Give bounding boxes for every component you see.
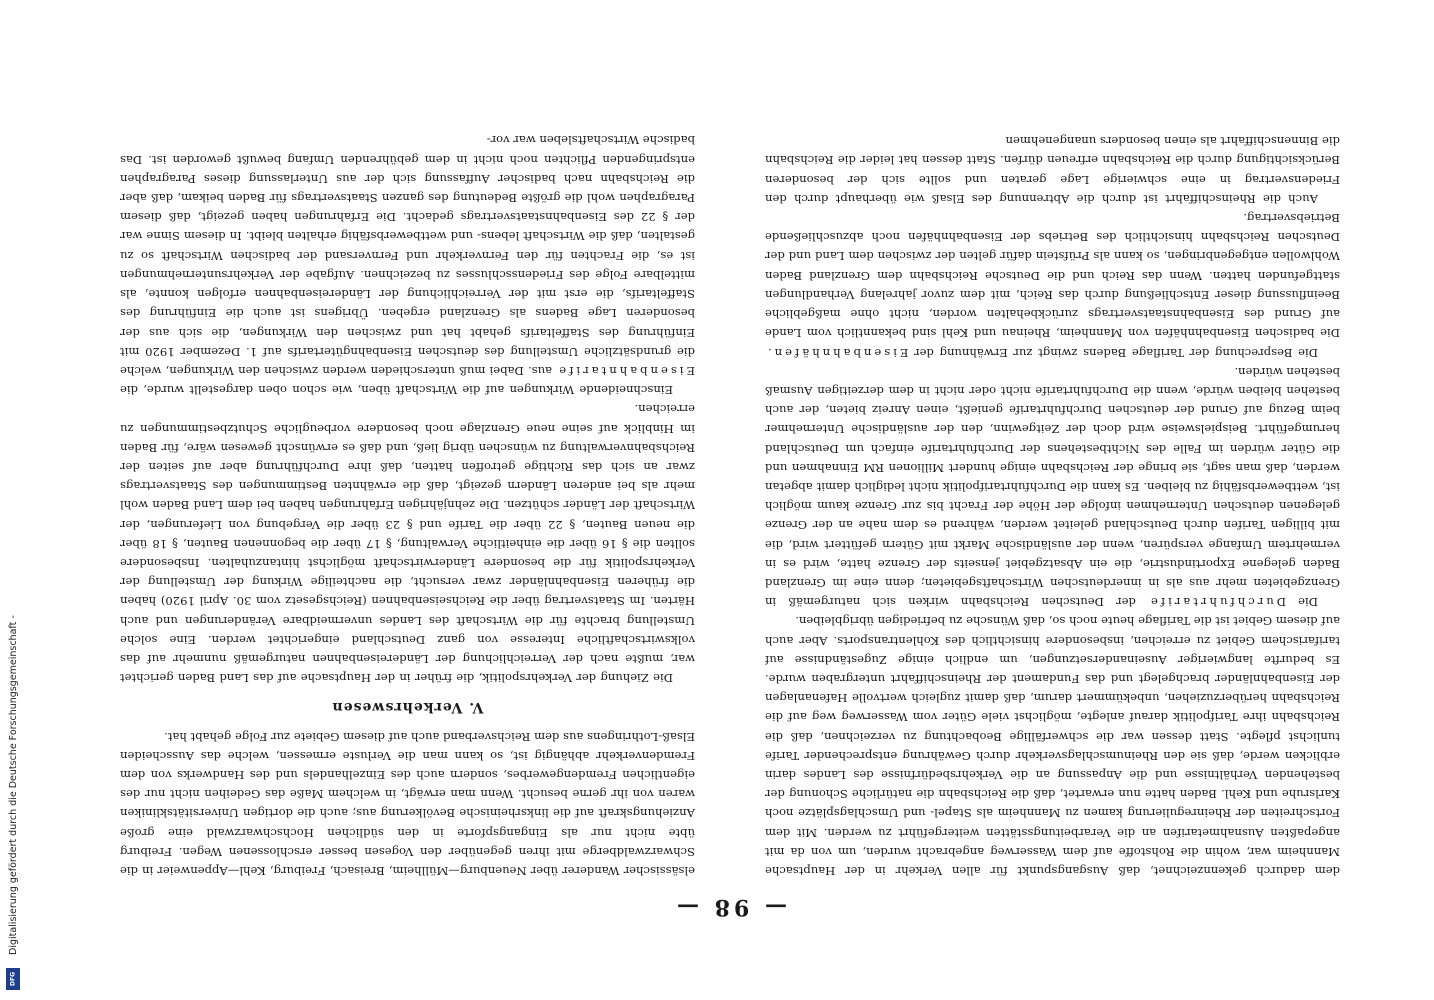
paragraph-lead: Einschneidende Wirkungen auf die Wirtschaft üben, wie schon oben dargestellt wurde, die <box>120 383 673 398</box>
paragraph: Die Ziehung der Verkehrspolitik, die früher in der Hauptsache auf das Land Baden gerichtet war, mußte nach der Verreichlichung der Ländereisenbahnen naturgemäß nunmehr auf das volkswirtschaftliche Interesse von ganz Deutschland eingerichtet werden. Eine solche Umstellung brachte für die Wirtschaft des Landes unvermeidbare Veränderungen und auch Härten. Im Staatsvertrag über die Reichseisenbahnen (Reichsgesetz vom 30. April 1920) haben die früheren Eisenbahnländer zwar versucht, die nachteilige Wirkung der Umstellung der Verkehrspolitik für die besondere Länderwirtschaft möglichst hintanzuhalten. Insbesondere sollten die § 16 über die einheitliche Verwaltung, § 17 über die begonnenen Bauten, § 18 über die neuen Bauten, § 22 über die Tarife und § 23 über die Vergebung von Lieferungen, der Wirtschaft der Länder schützen. Die zehnjährigen Erfahrungen haben bei dem Land Baden wohl mehr als bei anderen Ländern gezeigt, daß die erwähnten Bestimmungen des Staatsvertrags zwar an sich das Richtige getroffen hatten, daß ihre Durchführung aber auf seiten der Reichsbahnverwaltung zu wünschen übrig ließ, und daß es erwünscht gewesen wäre, für Baden im Hinblick auf seine neue Grenzlage noch besondere vorbeugliche Schutzbestimmungen zu erreichen. <box>120 402 695 686</box>
paragraph: Auch die Rheinschiffahrt ist durch die Abtrennung des Elsaß wie überhaupt durch den Friedensvertrag in eine schwierige Lage geraten und sollte sich der besonderen Berücksichtigung durch die Reichsbahn erfreuen dürfen. Statt dessen hat leider die Reichsbahn die Binnenschiffahrt als einen besonders unangenehmen <box>765 134 1340 206</box>
emphasized-term: Eisenbahnhäfen. <box>765 345 909 360</box>
rotated-document-page <box>120 80 1340 920</box>
right-text-column <box>120 90 695 880</box>
section-heading: V. Verkehrswesen <box>331 699 484 716</box>
dfg-logo-icon: DFG <box>6 968 20 990</box>
page-number: — 98 — <box>673 894 787 920</box>
paragraph <box>765 208 1340 362</box>
paragraph <box>120 130 695 399</box>
emphasized-term: Eisenbahntarife <box>556 363 695 378</box>
footer-credit: Digitalisierung gefördert durch die Deutsche Forschungsgemeinschaft - <box>8 615 19 955</box>
paragraph: dem dadurch gekennzeichnet, daß Ausgangspunkt für allen Verkehr in der Hauptsache Mannheim war, wohin die Rohstoffe auf dem Wasserweg angebracht wurden, um von da mit angepaßten Ausnahmetarifen an die Verarbeitungsstätten weitergeführt zu werden. Mit dem Fortschreiten der Rheinregulierung kamen zu Mannheim als Stapel- und Umschlagsplätze noch Karlsruhe und Kehl. Baden hatte nun erwartet, daß die Reichsbahn die natürliche Schonung der bestehenden Verhältnisse und die Anpassung an die Verkehrsbedürfnisse des Landes darin erblicken werde, daß sie den Rheinumschlagsverkehr durch Gewährung entsprechender Tarife tunlichst pflegte. Statt dessen war die schwerfällige Beobachtung zu verzeichnen, daß die Reichsbahn ihre Tarifpolitik darauf anlegte, möglichst viele Güter vom Wasserweg weg auf die Reichsbahn herüberzuziehen, unbekümmert darum, daß damit zugleich wertvolle Hafenanlagen der Eisenbahnländer brachgelegt und das Fundament der Rheinschiffahrt untergraben wurde. Es bedurfte langwieriger Auseinandersetzungen, um endlich einige Zugeständnisse auf tarifarischem Gebiet zu erreichen, insbesondere hinsichtlich des Kohlentransports. Aber auch auf diesem Gebiet ist die Tariflage heute noch so, daß Wünsche zu befriedigen übrigbleiben. <box>765 614 1340 878</box>
paragraph-body: aus. Dabei muß unterschieden werden zwischen den Wirkungen, welche die grundsätzliche Umstellung des deutschen Eisenbahngütertarifs auf 1. Dezember 1920 mit Einführung des Staffeltarifs gehabt hat und zwischen den Wirkungen, die sich aus der besonderen Lage Badens als Grenzland ergeben. Übrigens ist auch die Einführung des Staffeltarifs, die erst mit der Verreichlichung der Ländereisenbahnen erfolgen konnte, als mittelbare Folge des Friedensschlusses zu bezeichnen. Aufgabe der Verkehrsunternehmungen ist es, die Frachten für den Fernverkehr und Fernversand der badischen Wirtschaft so zu gestalten, daß die Wirtschaft lebens- und wettbewerbsfähig erhalten bleibt. In diesem Sinne war der § 22 des Eisenbahnstaatsvertrags gedacht. Die Erfahrungen haben gezeigt, daß diesem Paragraphen wohl die größte Bedeutung des ganzen Staatsvertrags für Baden beikam, daß aber die Reichsbahn nach badischer Auffassung sich der aus Unterlassung dieses Paragraphen entspringenden Pflichten noch nicht in dem gebührenden Umfang bewußt geworden ist. Das badische Wirtschaftsleben war vor- <box>120 133 695 378</box>
paragraph <box>765 362 1340 612</box>
paragraph-lead: Die Besprechung der Tariflage Badens zwingt zur Erwähnung der <box>914 345 1318 360</box>
digitization-footer <box>4 4 24 994</box>
paragraph: elsässischer Wanderer über Neuenburg—Müllheim, Breisach, Freiburg, Kehl—Appenweier in die Schwarzwaldberge mit ihren gegenüber den Vogesen besser erschlossenen Wegen. Freiburg übte nicht nur als Eingangspforte in den südlichen Hochschwarzwald eine große Anziehungskraft auf die linksrheinische Bevölkerung aus; auch die dortigen Universitätskliniken waren von ihr gerne besucht. Wenn man erwägt, in welchem Maße das Gedeihen nicht nur des eigentlichen Fremdengewerbes, sondern auch des Einzelhandels und des Handwerks von dem Fremdenverkehr abhängig ist, so kann man die Verluste ermessen, welche das Ausscheiden Elsaß-Lothringens aus dem Reichsverband auch auf diesem Gebiete zur Folge gehabt hat. <box>120 729 695 878</box>
paragraph-lead: Die <box>1298 595 1318 610</box>
left-text-column <box>765 90 1340 880</box>
paragraph-body: der Deutschen Reichsbahn wirken sich naturgemäß in Grenzgebieten mehr aus als in innerdeutschen Wirtschaftsgebieten; denn eine im Grenzland Baden gelegene Exportindustrie, die ein Absatzgebiet jenseits der Grenze hatte, wird es in vermehrtem Umfange verspüren, wenn der ausländische Markt mit Gütern gefüttert wird, die mit billigen Tarifen durch Deutschland geleitet werden, während es dem nahe an der Grenze gelegenen deutschen Unternehmen infolge der Höhe der Fracht bis zur Grenze kaum möglich ist, wettbewerbsfähig zu bleiben. Es kann die Durchfuhrtarifpolitik nicht lediglich damit abgetan werden, daß man sagt, sie bringe der Reichsbahn einige hundert Millionen RM Einnahmen und die Güter würden im Falle des Nichtbestehens der Durchfuhrtarife einfach um Deutschland herumgeführt. Beispielsweise wird doch der Zeitgewinn, den der ausländische Unternehmer beim Bezug auf Grund der deutschen Durchfuhrtarife genießt, einen Anreiz bieten, der auch bestehen bleiben würde, wenn die Durchfuhrtarife nicht oder nicht in dem derzeitigen Ausmaß bestehen würden. <box>765 364 1340 610</box>
paragraph-body: Die badischen Eisenbahnhäfen von Mannheim, Rheinau und Kehl sind bekanntlich vom Lande auf Grund des Eisenbahnstaatsvertrags zurückbehalten worden, nicht ohne maßgebliche Beeinflussung dieser Entschließung durch das Reich, mit dem zuvor jahrelang Verhandlungen stattgefunden hatten. Wenn das Reich und die Deutsche Reichsbahn dem Grenzland Baden Wohlwollen entgegenbringen, so kann als Prüfstein dafür gelten der zwischen dem Land und der Deutschen Reichsbahn hinsichtlich des Betriebs der Eisenbahnhäfen noch abzuschließende Betriebsvertrag. <box>765 211 1340 341</box>
emphasized-term: Durchfuhrtarife <box>1147 595 1286 610</box>
